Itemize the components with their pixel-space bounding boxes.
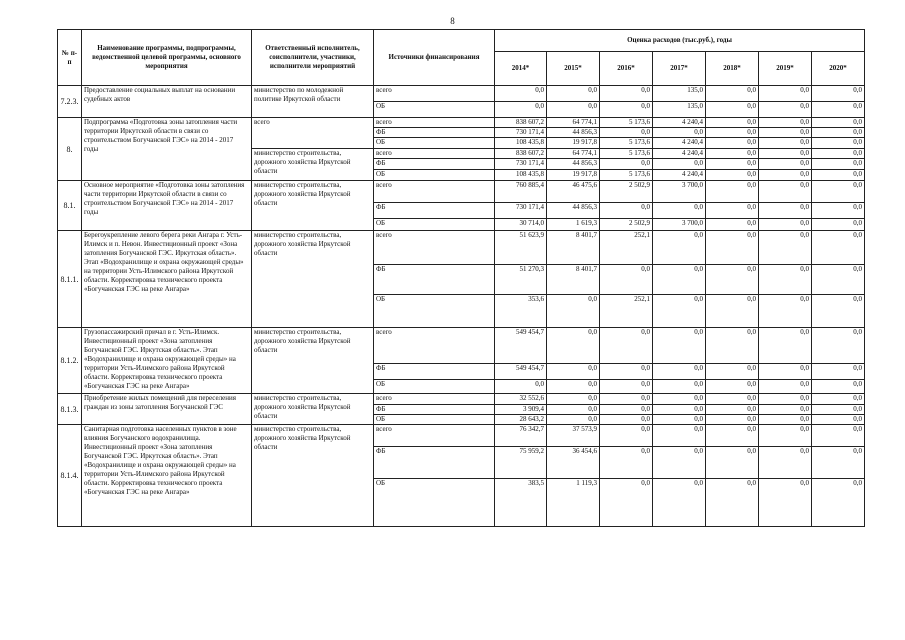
expense-value: 353,6 — [495, 295, 547, 328]
funding-source: ФБ — [374, 203, 495, 219]
expense-value: 19 917,8 — [547, 138, 600, 149]
expense-value: 0,0 — [759, 394, 812, 405]
expense-value: 0,0 — [706, 118, 759, 128]
expense-value: 0,0 — [495, 380, 547, 394]
funding-source: ОБ — [374, 170, 495, 181]
expense-value: 0,0 — [547, 405, 600, 415]
expense-value: 0,0 — [812, 203, 865, 219]
expense-value: 0,0 — [600, 394, 653, 405]
expense-value: 64 774,1 — [547, 149, 600, 159]
expense-value: 5 173,6 — [600, 149, 653, 159]
table-row — [58, 231, 865, 265]
expense-value: 0,0 — [706, 102, 759, 118]
funding-source: ФБ — [374, 159, 495, 170]
expense-value: 549 454,7 — [495, 364, 547, 380]
expense-value: 0,0 — [706, 231, 759, 265]
expense-value: 0,0 — [653, 479, 706, 527]
expense-value: 0,0 — [812, 181, 865, 203]
funding-source: ФБ — [374, 364, 495, 380]
expense-value: 0,0 — [759, 364, 812, 380]
expense-value: 37 573,9 — [547, 425, 600, 447]
expense-value: 0,0 — [812, 149, 865, 159]
program-name: Санитарная подготовка населенных пунктов в зоне влияния Богучанского водохранилища. Инвестиционный проект «Зона затопления Богучанской ГЭС. Иркутская область». Этап «Водохранилище и охрана окружающей среды» на территории Усть-Илимского района Иркутской области. Корректировка технического проекта «Богучанская ГЭС на реке Ангара» — [82, 425, 252, 527]
responsible-executor: министерство строительства, дорожного хозяйства Иркутской области — [252, 231, 374, 328]
expense-value: 0,0 — [759, 479, 812, 527]
expense-value: 730 171,4 — [495, 159, 547, 170]
expense-value: 0,0 — [706, 405, 759, 415]
expense-value: 8 401,7 — [547, 265, 600, 295]
expense-value: 0,0 — [706, 265, 759, 295]
responsible-executor: министерство строительства, дорожного хозяйства Иркутской области — [252, 328, 374, 394]
expense-value: 0,0 — [547, 328, 600, 364]
expense-value: 51 270,3 — [495, 265, 547, 295]
expense-value: 2 502,9 — [600, 219, 653, 231]
expense-value: 0,0 — [600, 86, 653, 102]
expense-value: 108 435,8 — [495, 170, 547, 181]
expense-value: 0,0 — [547, 415, 600, 425]
expense-value: 0,0 — [547, 394, 600, 405]
header-year: 2018* — [706, 52, 759, 86]
header-year: 2016* — [600, 52, 653, 86]
expense-value: 0,0 — [706, 447, 759, 479]
expense-value: 0,0 — [547, 86, 600, 102]
expense-value: 0,0 — [706, 364, 759, 380]
expense-value: 0,0 — [759, 128, 812, 138]
table-row — [58, 328, 865, 364]
expense-value: 0,0 — [759, 219, 812, 231]
header-year: 2015* — [547, 52, 600, 86]
expense-value: 0,0 — [653, 295, 706, 328]
header-source: Источники финансирования — [374, 30, 495, 86]
program-name: Берегоукрепление левого берега реки Ангара г. Усть-Илимск и п. Невон. Инвестиционный проект «Зона затопления Богучанской ГЭС. Иркутская область». Этап «Водохранилище и охрана окружающей среды» на территории Усть-Илимского района Иркутской области. Корректировка технического проекта «Богучанская ГЭС на реке Ангара» — [82, 231, 252, 328]
expense-value: 0,0 — [547, 380, 600, 394]
expense-value: 2 502,9 — [600, 181, 653, 203]
expense-value: 0,0 — [759, 405, 812, 415]
budget-table — [57, 29, 865, 527]
expense-value: 0,0 — [653, 405, 706, 415]
expense-value: 32 552,6 — [495, 394, 547, 405]
funding-source: ОБ — [374, 380, 495, 394]
row-number: 8.1.3. — [58, 394, 82, 425]
expense-value: 0,0 — [812, 219, 865, 231]
expense-value: 0,0 — [706, 149, 759, 159]
header-estimate: Оценка расходов (тыс.руб.), годы — [495, 30, 865, 52]
expense-value: 0,0 — [812, 405, 865, 415]
expense-value: 0,0 — [812, 295, 865, 328]
expense-value: 0,0 — [653, 128, 706, 138]
expense-value: 0,0 — [600, 159, 653, 170]
expense-value: 36 454,6 — [547, 447, 600, 479]
funding-source: всего — [374, 86, 495, 102]
expense-value: 0,0 — [600, 405, 653, 415]
expense-value: 1 619,3 — [547, 219, 600, 231]
expense-value: 0,0 — [759, 265, 812, 295]
expense-value: 252,1 — [600, 295, 653, 328]
expense-value: 0,0 — [547, 295, 600, 328]
expense-value: 0,0 — [653, 425, 706, 447]
expense-value: 4 240,4 — [653, 149, 706, 159]
page-number: 8 — [450, 16, 455, 26]
expense-value: 730 171,4 — [495, 203, 547, 219]
expense-value: 0,0 — [759, 86, 812, 102]
expense-value: 0,0 — [600, 203, 653, 219]
expense-value: 30 714,0 — [495, 219, 547, 231]
expense-value: 0,0 — [759, 102, 812, 118]
expense-value: 135,0 — [653, 86, 706, 102]
expense-value: 0,0 — [653, 394, 706, 405]
funding-source: всего — [374, 231, 495, 265]
funding-source: ОБ — [374, 102, 495, 118]
program-name: Грузопассажирский причал в г. Усть-Илимск. Инвестиционный проект «Зона затопления Богучанской ГЭС. Иркутская область». Этап «Водохранилище и охрана окружающей среды» на территории Усть-Илимского района Иркутской области. Корректировка технического проекта «Богучанская ГЭС на реке Ангара» — [82, 328, 252, 394]
expense-value: 838 607,2 — [495, 149, 547, 159]
expense-value: 0,0 — [759, 138, 812, 149]
expense-value: 4 240,4 — [653, 138, 706, 149]
table-row — [58, 394, 865, 405]
expense-value: 0,0 — [812, 364, 865, 380]
expense-value: 0,0 — [759, 159, 812, 170]
funding-source: всего — [374, 149, 495, 159]
expense-value: 0,0 — [759, 295, 812, 328]
expense-value: 0,0 — [706, 203, 759, 219]
row-number: 8. — [58, 118, 82, 181]
expense-value: 5 173,6 — [600, 118, 653, 128]
funding-source: ФБ — [374, 128, 495, 138]
funding-source: ФБ — [374, 447, 495, 479]
table-row — [58, 118, 865, 128]
expense-value: 0,0 — [653, 447, 706, 479]
expense-value: 1 119,3 — [547, 479, 600, 527]
expense-value: 730 171,4 — [495, 128, 547, 138]
expense-value: 0,0 — [759, 425, 812, 447]
funding-source: ОБ — [374, 219, 495, 231]
expense-value: 0,0 — [706, 380, 759, 394]
expense-value: 0,0 — [759, 447, 812, 479]
header-year: 2014* — [495, 52, 547, 86]
expense-value: 44 856,3 — [547, 203, 600, 219]
funding-source: всего — [374, 181, 495, 203]
header-num: № п-п — [58, 30, 82, 86]
expense-value: 0,0 — [812, 265, 865, 295]
expense-value: 0,0 — [706, 159, 759, 170]
expense-value: 0,0 — [653, 265, 706, 295]
expense-value: 0,0 — [812, 231, 865, 265]
expense-value: 549 454,7 — [495, 328, 547, 364]
expense-value: 19 917,8 — [547, 170, 600, 181]
expense-value: 0,0 — [812, 86, 865, 102]
expense-value: 0,0 — [600, 447, 653, 479]
expense-value: 0,0 — [547, 102, 600, 118]
expense-value: 0,0 — [653, 364, 706, 380]
header-year: 2019* — [759, 52, 812, 86]
expense-value: 0,0 — [653, 159, 706, 170]
expense-value: 0,0 — [812, 118, 865, 128]
expense-value: 108 435,8 — [495, 138, 547, 149]
expense-value: 0,0 — [600, 328, 653, 364]
expense-value: 0,0 — [759, 415, 812, 425]
expense-value: 0,0 — [600, 415, 653, 425]
expense-value: 0,0 — [706, 219, 759, 231]
header-responsible: Ответственный исполнитель, соисполнители, участники, исполнители мероприятий — [252, 30, 374, 86]
expense-value: 383,5 — [495, 479, 547, 527]
expense-value: 0,0 — [759, 170, 812, 181]
expense-value: 0,0 — [653, 203, 706, 219]
funding-source: всего — [374, 328, 495, 364]
expense-value: 0,0 — [547, 364, 600, 380]
funding-source: ОБ — [374, 138, 495, 149]
expense-value: 0,0 — [706, 479, 759, 527]
expense-value: 3 700,0 — [653, 219, 706, 231]
row-number: 8.1.2. — [58, 328, 82, 394]
expense-value: 135,0 — [653, 102, 706, 118]
funding-source: ОБ — [374, 479, 495, 527]
expense-value: 0,0 — [812, 138, 865, 149]
expense-value: 51 623,9 — [495, 231, 547, 265]
expense-value: 0,0 — [812, 128, 865, 138]
expense-value: 0,0 — [759, 231, 812, 265]
expense-value: 0,0 — [759, 380, 812, 394]
responsible-executor: министерство строительства, дорожного хозяйства Иркутской области — [252, 149, 374, 181]
expense-value: 0,0 — [759, 118, 812, 128]
expense-value: 0,0 — [812, 380, 865, 394]
expense-value: 0,0 — [759, 203, 812, 219]
table-body — [58, 86, 865, 527]
expense-value: 8 401,7 — [547, 231, 600, 265]
expense-value: 75 959,2 — [495, 447, 547, 479]
expense-value: 5 173,6 — [600, 170, 653, 181]
expense-value: 0,0 — [600, 380, 653, 394]
expense-value: 760 885,4 — [495, 181, 547, 203]
expense-value: 0,0 — [706, 181, 759, 203]
program-name: Подпрограмма «Подготовка зоны затопления части территории Иркутской области в связи со строительством Богучанской ГЭС» на 2014 - 2017 годы — [82, 118, 252, 181]
expense-value: 0,0 — [706, 425, 759, 447]
expense-value: 0,0 — [812, 415, 865, 425]
expense-value: 0,0 — [706, 86, 759, 102]
expense-value: 28 643,2 — [495, 415, 547, 425]
expense-value: 0,0 — [600, 425, 653, 447]
expense-value: 0,0 — [706, 295, 759, 328]
expense-value: 0,0 — [759, 328, 812, 364]
header-year: 2020* — [812, 52, 865, 86]
responsible-executor: всего — [252, 118, 374, 149]
header-name: Наименование программы, подпрограммы, ведомственной целевой программы, основного мероприятия — [82, 30, 252, 86]
table-row — [58, 86, 865, 102]
expense-value: 0,0 — [812, 159, 865, 170]
expense-value: 252,1 — [600, 231, 653, 265]
expense-value: 0,0 — [653, 380, 706, 394]
program-name: Приобретение жилых помещений для переселения граждан из зоны затопления Богучанской ГЭС — [82, 394, 252, 425]
expense-value: 0,0 — [706, 328, 759, 364]
expense-value: 0,0 — [600, 479, 653, 527]
funding-source: всего — [374, 394, 495, 405]
row-number: 8.1.4. — [58, 425, 82, 527]
expense-value: 0,0 — [600, 364, 653, 380]
funding-source: всего — [374, 118, 495, 128]
expense-value: 44 856,3 — [547, 159, 600, 170]
expense-value: 64 774,1 — [547, 118, 600, 128]
expense-value: 44 856,3 — [547, 128, 600, 138]
expense-value: 838 607,2 — [495, 118, 547, 128]
expense-value: 3 700,0 — [653, 181, 706, 203]
expense-value: 0,0 — [812, 479, 865, 527]
expense-value: 0,0 — [600, 128, 653, 138]
expense-value: 0,0 — [812, 425, 865, 447]
funding-source: ОБ — [374, 415, 495, 425]
funding-source: ФБ — [374, 265, 495, 295]
expense-value: 0,0 — [600, 265, 653, 295]
expense-value: 0,0 — [600, 102, 653, 118]
expense-value: 0,0 — [759, 149, 812, 159]
header-year: 2017* — [653, 52, 706, 86]
expense-value: 0,0 — [706, 394, 759, 405]
expense-value: 4 240,4 — [653, 170, 706, 181]
expense-value: 3 909,4 — [495, 405, 547, 415]
row-number: 7.2.3. — [58, 86, 82, 118]
funding-source: ФБ — [374, 405, 495, 415]
expense-value: 0,0 — [812, 102, 865, 118]
funding-source: всего — [374, 425, 495, 447]
responsible-executor: министерство строительства, дорожного хозяйства Иркутской области — [252, 425, 374, 527]
program-name: Предоставление социальных выплат на основании судебных актов — [82, 86, 252, 118]
table-row — [58, 181, 865, 203]
expense-value: 0,0 — [653, 415, 706, 425]
expense-value: 0,0 — [706, 415, 759, 425]
program-name: Основное мероприятие «Подготовка зоны затопления части территории Иркутской области в связи со строительством Богучанской ГЭС» на 2014 - 2017 годы — [82, 181, 252, 231]
responsible-executor: министерство строительства, дорожного хозяйства Иркутской области — [252, 181, 374, 231]
expense-value: 0,0 — [653, 328, 706, 364]
expense-value: 0,0 — [812, 394, 865, 405]
expense-value: 0,0 — [706, 170, 759, 181]
expense-value: 0,0 — [653, 231, 706, 265]
funding-source: ОБ — [374, 295, 495, 328]
expense-value: 76 342,7 — [495, 425, 547, 447]
expense-value: 46 475,6 — [547, 181, 600, 203]
row-number: 8.1. — [58, 181, 82, 231]
table-row — [58, 425, 865, 447]
responsible-executor: министерство строительства, дорожного хозяйства Иркутской области — [252, 394, 374, 425]
expense-value: 0,0 — [495, 86, 547, 102]
expense-value: 0,0 — [812, 447, 865, 479]
expense-value: 0,0 — [812, 170, 865, 181]
expense-value: 0,0 — [495, 102, 547, 118]
row-number: 8.1.1. — [58, 231, 82, 328]
expense-value: 5 173,6 — [600, 138, 653, 149]
expense-value: 0,0 — [759, 181, 812, 203]
expense-value: 0,0 — [812, 328, 865, 364]
expense-value: 0,0 — [706, 128, 759, 138]
expense-value: 4 240,4 — [653, 118, 706, 128]
responsible-executor: министерство по молодежной политике Иркутской области — [252, 86, 374, 118]
expense-value: 0,0 — [706, 138, 759, 149]
